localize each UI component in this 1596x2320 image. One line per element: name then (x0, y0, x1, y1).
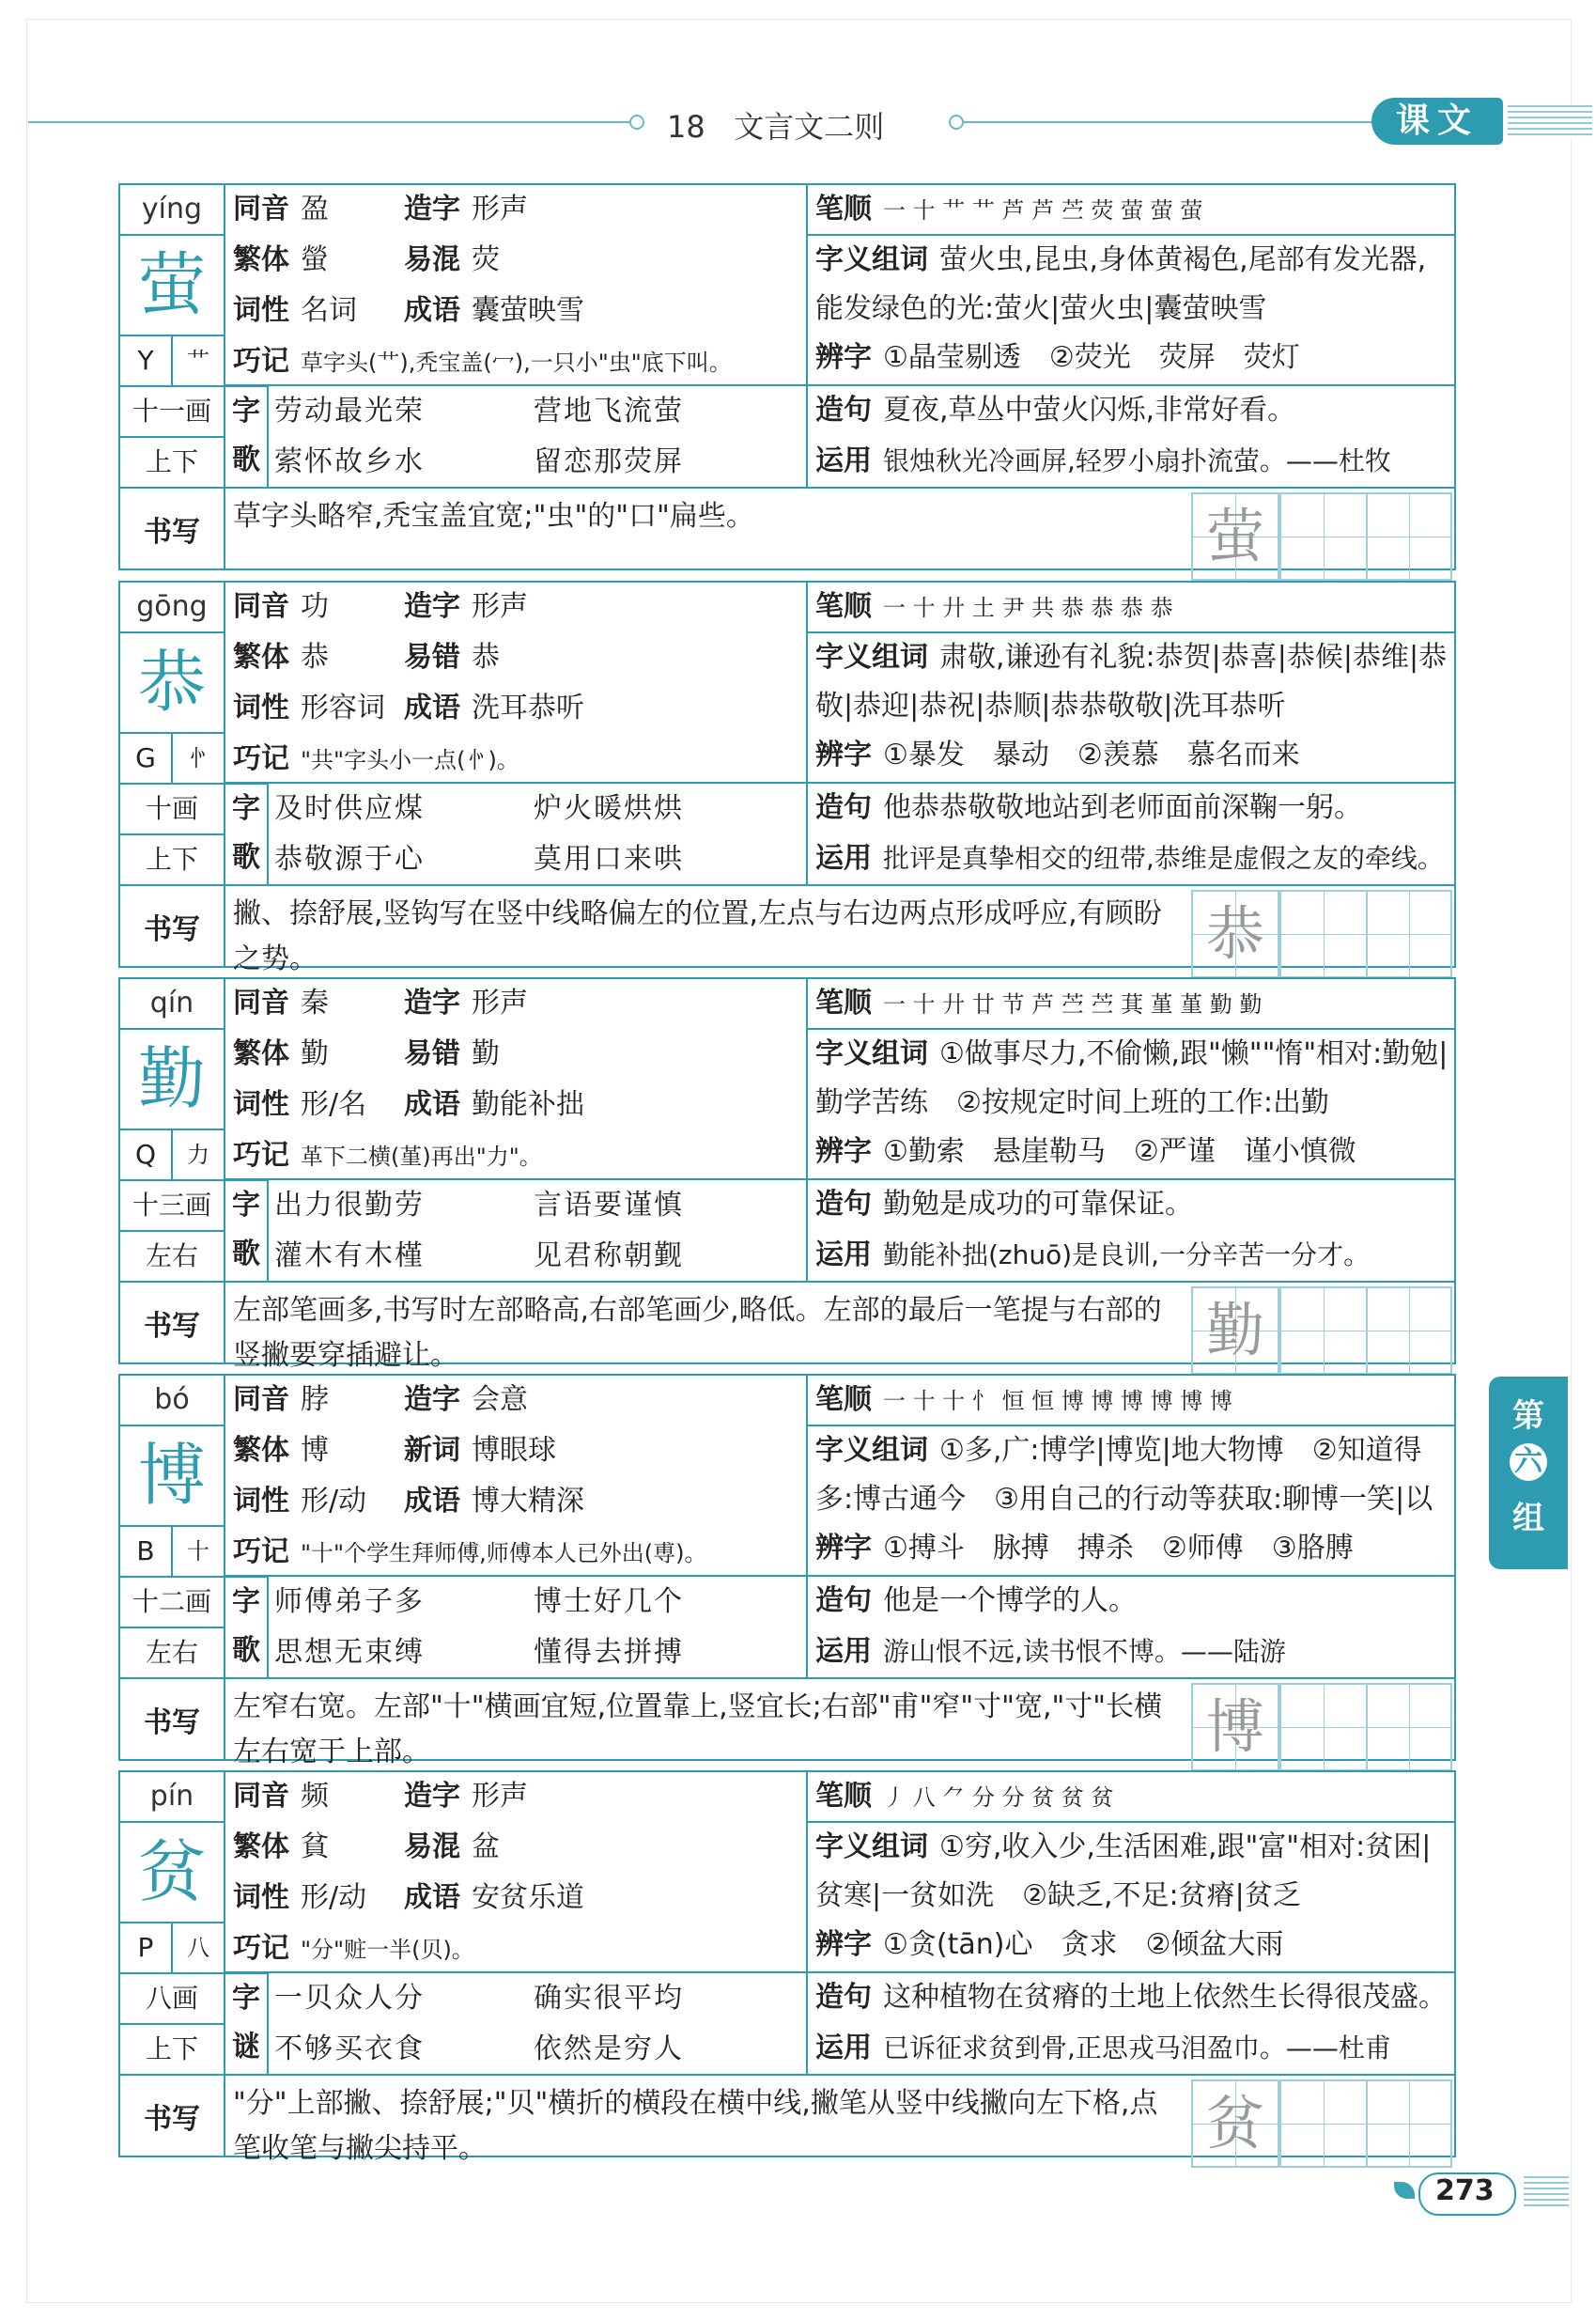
page-number: 273 (1435, 2174, 1495, 2207)
label-cixing: 词性 (233, 1485, 289, 1518)
value-zici: 萤火虫,昆虫,身体黄褐色,尾部有发光器,能发绿色的光:萤火|萤火虫|囊萤映雪 (815, 243, 1427, 325)
value-qiaoji: 草字头(艹),秃宝盖(冖),一只小"虫"底下叫。 (301, 350, 732, 376)
label-yi: 易混 (404, 243, 460, 276)
value-shuxie: 撇、捺舒展,竖钩写在竖中线略偏左的位置,左点与右边两点形成呼应,有顾盼之势。 (233, 897, 1162, 975)
row-zaoju (815, 1973, 1450, 2022)
value-zaozi: 形声 (472, 987, 528, 1020)
value-shuxie: 草字头略窄,秃宝盖宜宽;"虫"的"口"扁些。 (233, 500, 754, 533)
lesson-name: 文言文二则 (734, 109, 885, 145)
value-zaoju: 他是一个博学的人。 (883, 1584, 1137, 1617)
row-bianzi (815, 334, 1450, 382)
row-yunyong (815, 834, 1450, 883)
index-radical: 㣺 (187, 745, 209, 771)
value-bishun: 一 十 艹 艹 芦 芦 苎 荧 萤 萤 萤 (883, 197, 1203, 224)
practice-grid[interactable] (1366, 492, 1452, 581)
value-bishun: 一 十 十 忄 恒 恒 博 博 博 博 博 博 (883, 1388, 1232, 1414)
value-zaoju: 夏夜,草丛中萤火闪烁,非常好看。 (883, 394, 1296, 427)
label-chengyu: 成语 (404, 1088, 460, 1121)
row-fanti (225, 1030, 806, 1079)
row-bianzi (815, 1921, 1450, 1970)
value-yi: 恭 (472, 641, 500, 674)
practice-grid[interactable] (1191, 1286, 1279, 1375)
char-entry (118, 1770, 1456, 2165)
label-shuxie: 书写 (120, 886, 225, 966)
char-entry (118, 977, 1456, 1372)
song-line-2: 思想无束缚 懂得去拼搏 (274, 1636, 684, 1669)
label-tongyin: 同音 (233, 987, 289, 1020)
row-bianzi (815, 1524, 1450, 1573)
practice-grid[interactable] (1191, 890, 1279, 978)
value-yi: 盆 (472, 1830, 500, 1863)
label-yi: 易错 (404, 641, 460, 674)
label-chengyu: 成语 (404, 294, 460, 327)
song-label: 字 歌 (225, 783, 269, 884)
value-zaoju: 他恭恭敬敬地站到老师面前深鞠一躬。 (883, 791, 1362, 824)
label-tongyin: 同音 (233, 193, 289, 226)
section-tag: 课文 (1371, 98, 1503, 145)
label-yi: 易错 (404, 1037, 460, 1070)
value-bianzi: ①搏斗 脉搏 搏杀 ②师傅 ③胳膊 (883, 1532, 1354, 1565)
value-bishun: 一 十 廾 土 尹 共 恭 恭 恭 恭 (883, 595, 1173, 621)
row-bishun (815, 1376, 1450, 1425)
char-entry (118, 1374, 1456, 1768)
entry-right-panel (806, 583, 1456, 884)
value-tongyin: 盈 (301, 193, 329, 226)
header-dot-left (629, 115, 644, 130)
label-bishun: 笔顺 (815, 193, 872, 226)
structure: 上下 (120, 2023, 225, 2074)
value-cixing: 形/名 (301, 1088, 367, 1121)
row-fanti (225, 236, 806, 285)
practice-grid[interactable] (1279, 492, 1368, 581)
practice-grid[interactable] (1191, 492, 1279, 581)
index-radical: 八 (187, 1935, 209, 1961)
row-qiaoji (225, 337, 806, 386)
pinyin: yíng (120, 185, 225, 236)
song-line-2: 不够买衣食 依然是穷人 (274, 2032, 684, 2065)
value-tongyin: 脖 (301, 1383, 329, 1416)
main-character: 勤 (120, 1030, 225, 1129)
row-fanti (225, 1426, 806, 1475)
label-yunyong: 运用 (815, 2032, 872, 2064)
row-fanti (225, 633, 806, 682)
side-tab-line1: 第 (1512, 1397, 1544, 1435)
label-yi: 易混 (404, 1830, 460, 1863)
label-tongyin: 同音 (233, 590, 289, 623)
value-qiaoji: "共"字头小一点(㣺)。 (301, 747, 519, 773)
lesson-number: 18 (667, 109, 705, 145)
header-dot-right (949, 115, 964, 130)
value-zaoju: 这种植物在贫瘠的土地上依然生长得很茂盛。 (883, 1981, 1447, 2014)
label-qiaoji: 巧记 (233, 1932, 289, 1965)
value-fanti: 勤 (301, 1037, 329, 1070)
row-cixing (225, 1477, 806, 1526)
index-letter: G (120, 734, 173, 783)
char-entry (118, 581, 1456, 975)
song-line-1: 劳动最光荣 营地飞流萤 (274, 395, 684, 428)
label-zaoju: 造句 (815, 791, 872, 824)
label-fanti: 繁体 (233, 1830, 289, 1863)
entry-left-panel (120, 583, 806, 884)
label-qiaoji: 巧记 (233, 742, 289, 775)
label-zaozi: 造字 (404, 1383, 460, 1416)
value-qiaoji: "分"赃一半(贝)。 (301, 1937, 474, 1963)
label-cixing: 词性 (233, 1088, 289, 1121)
practice-grid[interactable] (1279, 1286, 1368, 1375)
value-bianzi: ①勤索 悬崖勒马 ②严谨 谨小慎微 (883, 1135, 1356, 1168)
main-character: 博 (120, 1426, 225, 1525)
value-yi: 博眼球 (472, 1434, 556, 1467)
practice-grid[interactable] (1191, 1683, 1279, 1771)
value-yi: 荧 (472, 243, 500, 276)
practice-grid[interactable] (1366, 2079, 1452, 2168)
value-fanti: 博 (301, 1434, 329, 1467)
label-fanti: 繁体 (233, 641, 289, 674)
label-bishun: 笔顺 (815, 1383, 872, 1416)
row-qiaoji (225, 1924, 806, 1973)
label-chengyu: 成语 (404, 1485, 460, 1518)
stroke-count: 十三画 (120, 1179, 225, 1230)
row-bishun (815, 1772, 1450, 1821)
entry-left-panel (120, 979, 806, 1281)
label-yunyong: 运用 (815, 444, 872, 477)
row-fanti (225, 1823, 806, 1872)
index-cell (120, 335, 225, 385)
practice-grid[interactable] (1366, 1286, 1452, 1375)
label-bianzi: 辨字 (815, 1928, 872, 1961)
row-cixing (225, 1874, 806, 1923)
value-chengyu: 洗耳恭听 (472, 692, 584, 724)
label-qiaoji: 巧记 (233, 345, 289, 378)
label-bishun: 笔顺 (815, 987, 872, 1020)
index-radical: 力 (187, 1142, 209, 1168)
row-tongyin (225, 1772, 806, 1821)
row-divider (225, 384, 806, 386)
entry-right-panel (806, 1772, 1456, 2074)
label-zaozi: 造字 (404, 1780, 460, 1813)
row-cixing (225, 684, 806, 733)
row-divider (225, 1178, 806, 1180)
row-qiaoji (225, 1131, 806, 1180)
row-cixing (225, 1081, 806, 1129)
label-shuxie: 书写 (120, 1283, 225, 1362)
song-line-1: 出力很勤劳 言语要谨慎 (274, 1189, 684, 1222)
value-tongyin: 秦 (301, 987, 329, 1020)
label-qiaoji: 巧记 (233, 1139, 289, 1172)
pinyin: bó (120, 1376, 225, 1426)
value-cixing: 形/动 (301, 1485, 367, 1518)
label-yi: 新词 (404, 1434, 460, 1467)
trace-character: 博 (1205, 1692, 1264, 1761)
value-qiaoji: 革下二横(堇)再出"力"。 (301, 1144, 542, 1170)
row-zici (815, 236, 1450, 334)
value-yunyong: 已诉征求贫到骨,正思戎马泪盈巾。——杜甫 (883, 2032, 1391, 2063)
value-qiaoji: "十"个学生拜师傅,师傅本人已外出(尃)。 (301, 1540, 707, 1566)
song-label: 字 谜 (225, 1972, 269, 2074)
row-qiaoji (225, 735, 806, 784)
value-bianzi: ①贪(tān)心 贪求 ②倾盆大雨 (883, 1928, 1284, 1961)
label-fanti: 繁体 (233, 1037, 289, 1070)
trace-character: 恭 (1205, 899, 1264, 968)
index-radical: 十 (187, 1538, 209, 1565)
writing-guide (120, 487, 1454, 568)
label-zici: 字义组词 (815, 1037, 928, 1070)
value-yunyong: 勤能补拙(zhuō)是良训,一分辛苦一分才。 (883, 1239, 1371, 1270)
value-yunyong: 游山恨不远,读书恨不博。——陆游 (883, 1636, 1286, 1667)
main-character: 贫 (120, 1823, 225, 1922)
writing-guide (120, 1281, 1454, 1372)
row-qiaoji (225, 1528, 806, 1577)
main-character: 萤 (120, 236, 225, 335)
practice-grid[interactable] (1366, 890, 1452, 978)
entry-left-panel (120, 185, 806, 487)
row-zaoju (815, 1577, 1450, 1626)
value-chengyu: 安贫乐道 (472, 1881, 584, 1914)
index-letter: Q (120, 1130, 173, 1179)
pinyin: qín (120, 979, 225, 1030)
value-bianzi: ①暴发 暴动 ②羡慕 慕名而来 (883, 739, 1300, 771)
value-yunyong: 批评是真挚相交的纽带,恭维是虚假之友的牵线。 (883, 843, 1444, 874)
song-line-1: 一贝众人分 确实很平均 (274, 1982, 684, 2015)
value-zaozi: 形声 (472, 1780, 528, 1813)
char-entry (118, 183, 1456, 570)
writing-guide (120, 884, 1454, 975)
label-fanti: 繁体 (233, 243, 289, 276)
value-zaozi: 会意 (472, 1383, 528, 1416)
label-bishun: 笔顺 (815, 1780, 872, 1813)
index-cell (120, 732, 225, 783)
row-divider (225, 782, 806, 784)
label-zaozi: 造字 (404, 590, 460, 623)
stroke-count: 八画 (120, 1972, 225, 2023)
trace-character: 贫 (1205, 2089, 1264, 2157)
label-yunyong: 运用 (815, 1238, 872, 1271)
side-tab-line2: 组 (1512, 1500, 1544, 1537)
value-fanti: 貧 (301, 1830, 329, 1863)
row-zici (815, 1426, 1450, 1524)
value-fanti: 恭 (301, 641, 329, 674)
header-rule-right (964, 121, 1371, 123)
trace-character: 萤 (1205, 502, 1264, 570)
label-zici: 字义组词 (815, 641, 928, 674)
label-zaoju: 造句 (815, 1981, 872, 2014)
label-shuxie: 书写 (120, 489, 225, 568)
song-label: 字 歌 (225, 1576, 269, 1677)
main-character: 恭 (120, 633, 225, 732)
row-tongyin (225, 185, 806, 234)
label-cixing: 词性 (233, 692, 289, 724)
header-stripes (1508, 105, 1592, 139)
index-radical: 艹 (187, 348, 209, 374)
pinyin: pín (120, 1772, 225, 1823)
row-zici (815, 1823, 1450, 1921)
value-yunyong: 银烛秋光冷画屏,轻罗小扇扑流萤。——杜牧 (883, 445, 1391, 476)
value-cixing: 名词 (301, 294, 357, 327)
row-bishun (815, 583, 1450, 631)
value-bishun: 丿 八 ⺈ 分 分 贫 贫 贫 (883, 1784, 1114, 1811)
row-bianzi (815, 731, 1450, 780)
row-cixing (225, 287, 806, 335)
label-shuxie: 书写 (120, 2076, 225, 2156)
value-cixing: 形/动 (301, 1881, 367, 1914)
entry-right-panel (806, 185, 1456, 487)
label-qiaoji: 巧记 (233, 1535, 289, 1568)
row-yunyong (815, 437, 1450, 486)
entry-right-panel (806, 979, 1456, 1281)
row-tongyin (225, 979, 806, 1028)
practice-grid[interactable] (1279, 1683, 1368, 1771)
side-tab-number: 六 (1510, 1443, 1547, 1481)
row-zici (815, 633, 1450, 731)
pinyin: gōng (120, 583, 225, 633)
header (28, 101, 1569, 145)
row-tongyin (225, 583, 806, 631)
stroke-count: 十二画 (120, 1576, 225, 1627)
structure: 左右 (120, 1627, 225, 1677)
row-zici (815, 1030, 1450, 1128)
label-tongyin: 同音 (233, 1780, 289, 1813)
label-shuxie: 书写 (120, 1679, 225, 1759)
label-zaoju: 造句 (815, 1188, 872, 1221)
label-zici: 字义组词 (815, 1830, 928, 1863)
value-zici: ①做事尽力,不偷懒,跟"懒""惰"相对:勤勉|勤学苦练 ②按规定时间上班的工作:出勤 (815, 1037, 1449, 1119)
practice-grid[interactable] (1366, 1683, 1452, 1771)
label-bianzi: 辨字 (815, 1135, 872, 1168)
value-tongyin: 频 (301, 1780, 329, 1813)
index-letter: P (120, 1923, 173, 1972)
value-bianzi: ①晶莹剔透 ②荧光 荧屏 荧灯 (883, 341, 1300, 374)
label-chengyu: 成语 (404, 692, 460, 724)
value-shuxie: "分"上部撇、捺舒展;"贝"横折的横段在横中线,撇笔从竖中线撇向左下格,点笔收笔与撇尖持平。 (233, 2087, 1158, 2165)
row-yunyong (815, 2024, 1450, 2073)
row-divider (225, 1575, 806, 1577)
label-fanti: 繁体 (233, 1434, 289, 1467)
label-zici: 字义组词 (815, 243, 928, 276)
index-cell (120, 1922, 225, 1972)
row-zaoju (815, 386, 1450, 435)
song-line-1: 及时供应煤 炉火暖烘烘 (274, 792, 684, 825)
value-bishun: 一 十 廾 廿 节 芦 苎 苎 萁 堇 堇 勤 勤 (883, 991, 1263, 1018)
row-yunyong (815, 1231, 1450, 1280)
label-yunyong: 运用 (815, 1635, 872, 1668)
song-line-2: 萦怀故乡水 留恋那荧屏 (274, 445, 684, 478)
writing-guide (120, 2074, 1454, 2165)
structure: 上下 (120, 436, 225, 487)
song-line-2: 灌木有木槿 见君称朝觐 (274, 1239, 684, 1272)
structure: 上下 (120, 833, 225, 884)
label-cixing: 词性 (233, 1881, 289, 1914)
entry-right-panel (806, 1376, 1456, 1677)
label-cixing: 词性 (233, 294, 289, 327)
entry-left-panel (120, 1772, 806, 2074)
row-zaoju (815, 784, 1450, 833)
label-zaoju: 造句 (815, 1584, 872, 1617)
value-tongyin: 功 (301, 590, 329, 623)
label-zaozi: 造字 (404, 193, 460, 226)
label-yunyong: 运用 (815, 842, 872, 875)
lesson-title (667, 103, 884, 147)
value-chengyu: 囊萤映雪 (472, 294, 584, 327)
label-zici: 字义组词 (815, 1434, 928, 1467)
index-cell (120, 1525, 225, 1576)
value-zici: ①多,广:博学|博览|地大物博 ②知道得多:博古通今 ③用自己的行动等获取:聊博一笑|以 (815, 1434, 1433, 1516)
value-yi: 勤 (472, 1037, 500, 1070)
index-cell (120, 1129, 225, 1179)
row-bianzi (815, 1128, 1450, 1176)
row-bishun (815, 979, 1450, 1028)
row-divider (225, 1971, 806, 1973)
footer-stripes (1524, 2176, 1569, 2210)
row-zaoju (815, 1180, 1450, 1229)
header-rule-left (28, 121, 629, 123)
value-shuxie: 左窄右宽。左部"十"横画宜短,位置靠上,竖宜长;右部"甫"窄"寸"宽,"寸"长横左右宽于上部。 (233, 1690, 1163, 1768)
index-letter: Y (120, 336, 173, 385)
song-label: 字 歌 (225, 1179, 269, 1281)
label-bianzi: 辨字 (815, 1532, 872, 1565)
value-cixing: 形容词 (301, 692, 385, 724)
trace-character: 勤 (1205, 1296, 1264, 1364)
row-tongyin (225, 1376, 806, 1425)
value-zici: ①穷,收入少,生活困难,跟"富"相对:贫困|贫寒|一贫如洗 ②缺乏,不足:贫瘠|贫乏 (815, 1830, 1432, 1912)
value-zaoju: 勤勉是成功的可靠保证。 (883, 1188, 1193, 1221)
practice-grid[interactable] (1279, 2079, 1368, 2168)
song-line-1: 师傅弟子多 博士好几个 (274, 1585, 684, 1618)
index-letter: B (120, 1527, 173, 1576)
value-shuxie: 左部笔画多,书写时左部略高,右部笔画少,略低。左部的最后一笔提与右部的竖撇要穿插避让。 (233, 1294, 1162, 1372)
stroke-count: 十一画 (120, 385, 225, 436)
value-chengyu: 勤能补拙 (472, 1088, 584, 1121)
value-zaozi: 形声 (472, 193, 528, 226)
label-bianzi: 辨字 (815, 341, 872, 374)
label-zaozi: 造字 (404, 987, 460, 1020)
value-chengyu: 博大精深 (472, 1485, 584, 1518)
label-chengyu: 成语 (404, 1881, 460, 1914)
label-tongyin: 同音 (233, 1383, 289, 1416)
value-zici: 肃敬,谦逊有礼貌:恭贺|恭喜|恭候|恭维|恭敬|恭迎|恭祝|恭顺|恭恭敬敬|洗耳恭听 (815, 641, 1448, 723)
label-bianzi: 辨字 (815, 739, 872, 771)
writing-guide (120, 1677, 1454, 1768)
label-zaoju: 造句 (815, 394, 872, 427)
practice-grid[interactable] (1191, 2079, 1279, 2168)
stroke-count: 十画 (120, 783, 225, 833)
entry-left-panel (120, 1376, 806, 1677)
value-fanti: 螢 (301, 243, 329, 276)
song-line-2: 恭敬源于心 莫用口来哄 (274, 843, 684, 876)
practice-grid[interactable] (1279, 890, 1368, 978)
unit-side-tab[interactable] (1489, 1377, 1568, 1569)
row-bishun (815, 185, 1450, 234)
structure: 左右 (120, 1230, 225, 1281)
row-yunyong (815, 1627, 1450, 1676)
song-label: 字 歌 (225, 385, 269, 487)
value-zaozi: 形声 (472, 590, 528, 623)
label-bishun: 笔顺 (815, 590, 872, 623)
